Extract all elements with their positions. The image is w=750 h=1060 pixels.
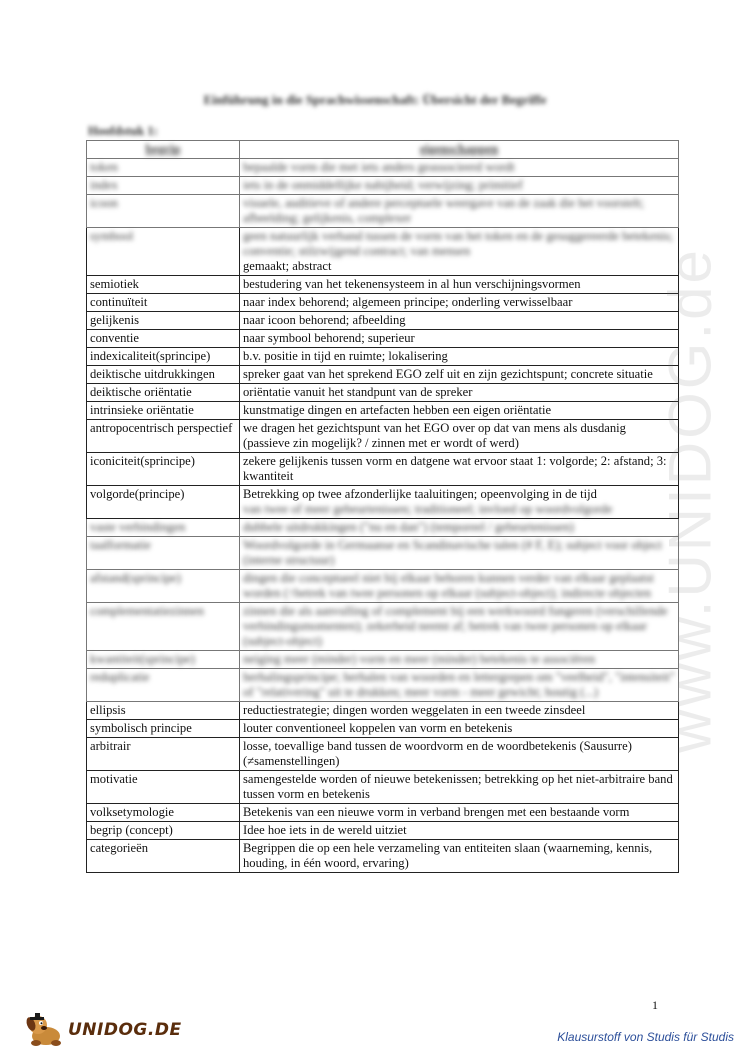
definition-cell: zinnen die als aanvulling of complement bij een werkwoord fungeren (verschillende verbindingsmomenten); zekerheid neemt af; betrek van twee personen op elkaar (subject-object) <box>240 603 679 651</box>
logo-text: UNIDOG.DE <box>68 1020 182 1040</box>
definition-cell: naar icoon behorend; afbeelding <box>240 312 679 330</box>
table-header-row <box>87 141 679 159</box>
chapter-heading: Hoofdstuk 1: <box>88 124 158 138</box>
definition-cell: naar symbool behorend; superieur <box>240 330 679 348</box>
term-cell: icoon <box>87 195 240 228</box>
term-cell: categorieën <box>87 840 240 873</box>
term-cell: volgorde(principe) <box>87 486 240 519</box>
definition-cell <box>240 228 679 276</box>
definition-cell: zekere gelijkenis tussen vorm en datgene wat ervoor staat 1: volgorde; 2: afstand; 3: kwantiteit <box>240 453 679 486</box>
term-cell: vaste verbindingen <box>87 519 240 537</box>
definition-text: geen natuurlijk verband tussen de vorm van het token en de gesuggereerde betekenis; conventie; stilzwijgend contract; van mensen <box>243 229 674 258</box>
term-cell: taalformatie <box>87 537 240 570</box>
table-row <box>87 294 679 312</box>
table-row <box>87 537 679 570</box>
term-cell: index <box>87 177 240 195</box>
table-row <box>87 228 679 276</box>
term-cell: intrinsieke oriëntatie <box>87 402 240 420</box>
column-header: eigenschappen <box>240 141 679 159</box>
term-text: symbool <box>90 229 134 243</box>
term-cell: symbolisch principe <box>87 720 240 738</box>
definition-cell <box>240 486 679 519</box>
table-row <box>87 177 679 195</box>
definition-cell: oriëntatie vanuit het standpunt van de spreker <box>240 384 679 402</box>
term-cell: volksetymologie <box>87 804 240 822</box>
term-cell <box>87 228 240 276</box>
table-row <box>87 738 679 771</box>
table-row <box>87 366 679 384</box>
definition-cell: neiging meer (minder) vorm en meer (minder) betekenis te associëren <box>240 651 679 669</box>
table-row <box>87 384 679 402</box>
table-row <box>87 330 679 348</box>
table-row <box>87 519 679 537</box>
term-cell: afstand(sprincipe) <box>87 570 240 603</box>
definition-cell: naar index behorend; algemeen principe; onderling verwisselbaar <box>240 294 679 312</box>
definition-cell: visuele, auditieve of andere perceptuele weergave van de zaak die het voorstelt; afbeelding; gelijkenis, complexer <box>240 195 679 228</box>
definition-cell: spreker gaat van het sprekend EGO zelf uit en zijn gezichtspunt; concrete situatie <box>240 366 679 384</box>
glossary-table <box>86 140 679 873</box>
definition-cell: dingen die conceptueel niet bij elkaar behoren kunnen verder van elkaar geplaatst worden (↑betrek van twee personen op elkaar (subject-object); indirecte objecten <box>240 570 679 603</box>
table-row <box>87 651 679 669</box>
term-cell: deiktische uitdrukkingen <box>87 366 240 384</box>
definition-cell: dubbele uitdrukkingen ("nu en dan") (temporeel / gebeurtenissen) <box>240 519 679 537</box>
term-cell: kwantiteit(sprincipe) <box>87 651 240 669</box>
term-cell: ellipsis <box>87 702 240 720</box>
term-cell: semiotiek <box>87 276 240 294</box>
document-title: Einführung in die Sprachwissenschaft: Übersicht der Begriffe <box>203 92 547 107</box>
definition-cell: louter conventioneel koppelen van vorm en betekenis <box>240 720 679 738</box>
table-row <box>87 702 679 720</box>
definition-cell: bestudering van het tekenensysteem in al hun verschijningsvormen <box>240 276 679 294</box>
table-row <box>87 195 679 228</box>
table-row <box>87 603 679 651</box>
term-cell: antropocentrisch perspectief <box>87 420 240 453</box>
table-row <box>87 486 679 519</box>
definition-cell: b.v. positie in tijd en ruimte; lokalisering <box>240 348 679 366</box>
table-row <box>87 348 679 366</box>
table-row <box>87 720 679 738</box>
table-row <box>87 840 679 873</box>
table-row <box>87 570 679 603</box>
definition-cell: Woordvolgorde in Germaanse en Scandinavische talen (# F, E); subject voor object (interne structuur) <box>240 537 679 570</box>
definition-tail: gemaakt; abstract <box>243 259 332 273</box>
table-row <box>87 453 679 486</box>
definition-cell: losse, toevallige band tussen de woordvorm en de woordbetekenis (Sausurre) (≠samenstellingen) <box>240 738 679 771</box>
definition-text: Betrekking op twee afzonderlijke taaluitingen; opeenvolging in de tijd <box>243 487 597 501</box>
term-cell: arbitrair <box>87 738 240 771</box>
definition-cell: iets in de onmiddellijke nabijheid; verwijzing; primitief <box>240 177 679 195</box>
definition-cell: bepaalde vorm die met iets anders geassocieerd wordt <box>240 159 679 177</box>
watermark-text: www.UNIDOG.de <box>656 247 724 753</box>
dog-mascot-icon <box>24 1012 68 1048</box>
term-cell: iconiciteit(sprincipe) <box>87 453 240 486</box>
term-cell: token <box>87 159 240 177</box>
term-cell: complementatiezinnen <box>87 603 240 651</box>
table-row <box>87 771 679 804</box>
table-row <box>87 402 679 420</box>
table-row <box>87 159 679 177</box>
definition-cell: Begrippen die op een hele verzameling van entiteiten slaan (waarneming, kennis, houding, in één woord, ervaring) <box>240 840 679 873</box>
table-row <box>87 804 679 822</box>
term-cell: reduplicatie <box>87 669 240 702</box>
column-header: begrip <box>87 141 240 159</box>
table-row <box>87 822 679 840</box>
page-number: 1 <box>652 998 658 1012</box>
footer-tagline: Klausurstoff von Studis für Studis <box>557 1030 734 1044</box>
term-cell: indexicaliteit(sprincipe) <box>87 348 240 366</box>
definition-cell: herhalingsprincipe; herhalen van woorden en lettergrepen om "veelheid", "intensiteit" of "relativering" uit te drukken; meer vorm - meer gewicht; houtig (...) <box>240 669 679 702</box>
term-cell: motivatie <box>87 771 240 804</box>
term-cell: begrip (concept) <box>87 822 240 840</box>
unidog-logo[interactable] <box>24 1012 182 1048</box>
table-row <box>87 420 679 453</box>
term-cell: conventie <box>87 330 240 348</box>
definition-cell: kunstmatige dingen en artefacten hebben een eigen oriëntatie <box>240 402 679 420</box>
term-cell: continuïteit <box>87 294 240 312</box>
table-row <box>87 669 679 702</box>
table-row <box>87 312 679 330</box>
table-row <box>87 276 679 294</box>
definition-cell: samengestelde worden of nieuwe betekenissen; betrekking op het niet-arbitraire band tussen vorm en betekenis <box>240 771 679 804</box>
definition-cell: Idee hoe iets in de wereld uitziet <box>240 822 679 840</box>
definition-cell: reductiestrategie; dingen worden weggelaten in een tweede zinsdeel <box>240 702 679 720</box>
definition-text-blurred: van twee of meer gebeurtenissen; traditioneel; invloed op woordvolgorde <box>243 502 613 516</box>
definition-cell: Betekenis van een nieuwe vorm in verband brengen met een bestaande vorm <box>240 804 679 822</box>
definition-cell: we dragen het gezichtspunt van het EGO over op dat van mens als dusdanig (passieve zin mogelijk? / zinnen met er wordt of werd) <box>240 420 679 453</box>
term-cell: gelijkenis <box>87 312 240 330</box>
term-cell: deiktische oriëntatie <box>87 384 240 402</box>
